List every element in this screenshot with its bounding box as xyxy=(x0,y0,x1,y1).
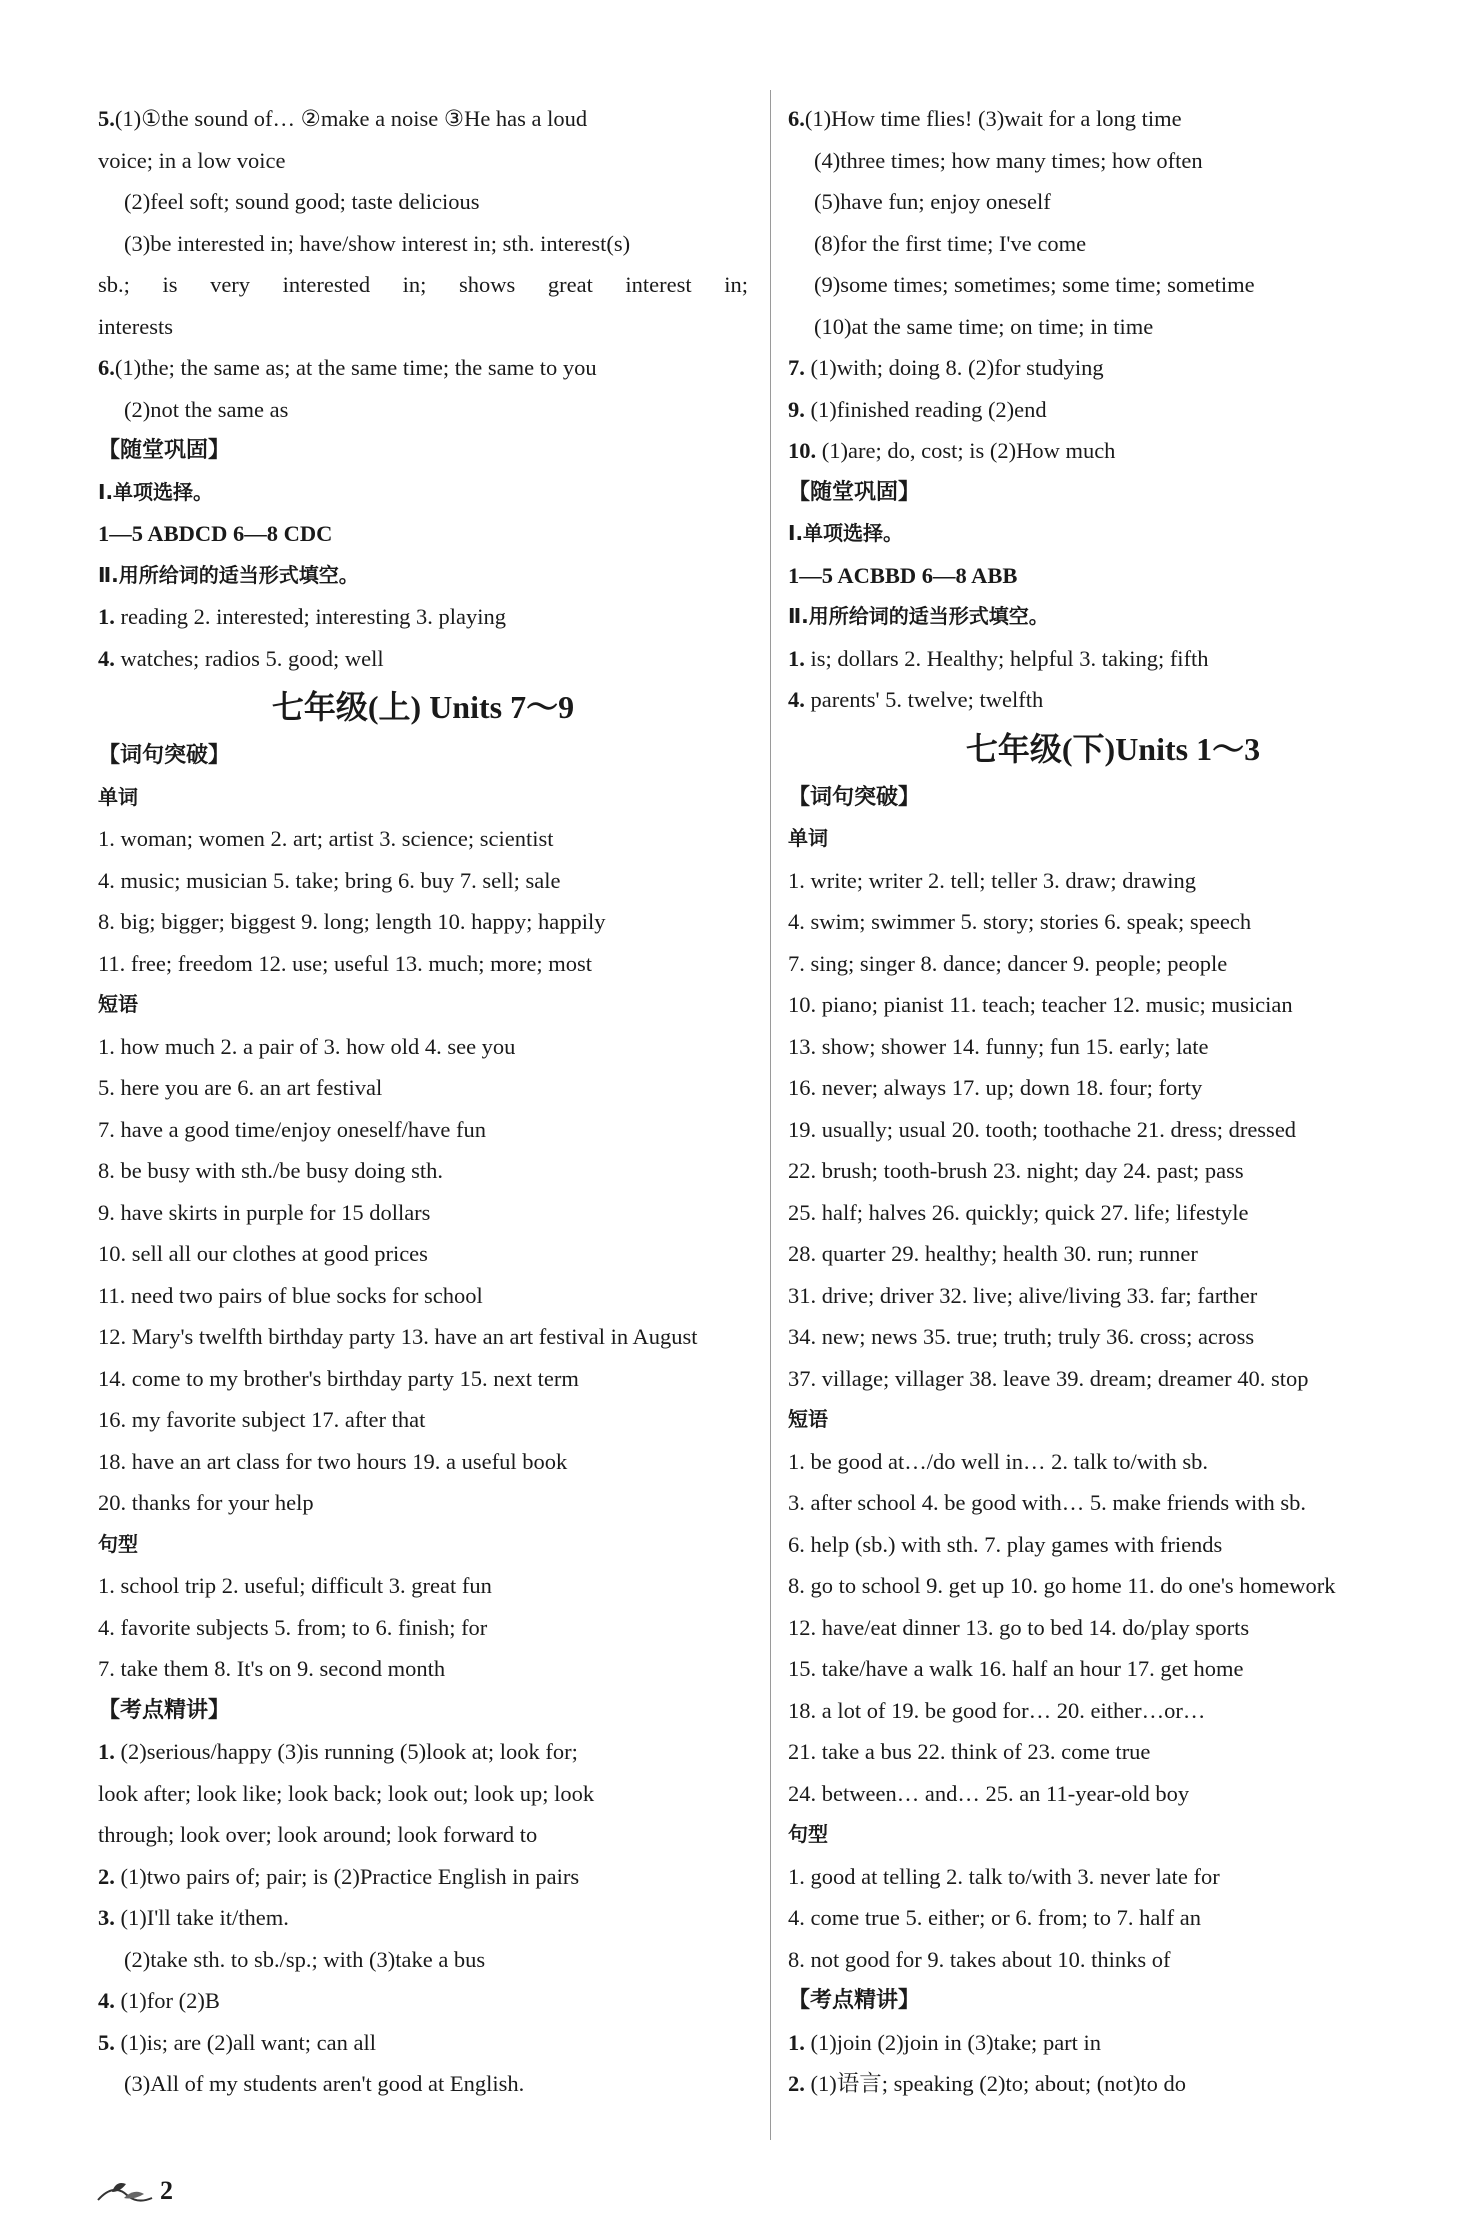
answer-line: 15. take/have a walk 16. half an hour 17. get home xyxy=(788,1656,1244,1681)
subheading-phrases: 短语 xyxy=(788,1407,828,1431)
answer-line: 13. show; shower 14. funny; fun 15. early; late xyxy=(788,1033,1209,1059)
answer-line: 7. take them 8. It's on 9. second month xyxy=(98,1656,446,1681)
right-column xyxy=(788,98,1438,2105)
answer-line: 5.(1)①the sound of… ②make a noise ③He has a loud xyxy=(98,106,588,131)
answer-line: 1. school trip 2. useful; difficult 3. great fun xyxy=(98,1573,492,1598)
answer-line: (2)take sth. to sb./sp.; with (3)take a bus xyxy=(124,1946,486,1972)
answer-line: 1—5 ACBBD 6—8 ABB xyxy=(788,562,1018,588)
answer-line: 19. usually; usual 20. tooth; toothache 21. dress; dressed xyxy=(788,1116,1297,1142)
answer-line: 8. big; bigger; biggest 9. long; length 10. happy; happily xyxy=(98,909,606,934)
answer-line: 1. good at telling 2. talk to/with 3. never late for xyxy=(788,1863,1220,1889)
answer-line: 21. take a bus 22. think of 23. come true xyxy=(788,1739,1151,1764)
page-number: 2 xyxy=(160,2176,173,2205)
subheading-words: 单词 xyxy=(98,784,138,809)
subheading-words: 单词 xyxy=(788,826,828,850)
answer-line: 1. write; writer 2. tell; teller 3. draw; drawing xyxy=(788,867,1196,893)
answer-line: 25. half; halves 26. quickly; quick 27. life; lifestyle xyxy=(788,1199,1249,1225)
answer-line: 20. thanks for your help xyxy=(98,1490,314,1515)
section-heading-vocab: 【词句突破】 xyxy=(98,743,231,768)
answer-line: 7. (1)with; doing 8. (2)for studying xyxy=(788,355,1104,380)
answer-line: 7. sing; singer 8. dance; dancer 9. people; people xyxy=(788,950,1228,976)
answer-line: (4)three times; how many times; how often xyxy=(814,147,1203,173)
answer-line: 1. how much 2. a pair of 3. how old 4. see you xyxy=(98,1033,516,1059)
answer-line: 11. need two pairs of blue socks for school xyxy=(98,1282,483,1308)
unit-title: 七年级(下)Units 1～3 xyxy=(965,730,1261,767)
answer-line: 28. quarter 29. healthy; health 30. run; runner xyxy=(788,1241,1198,1266)
answer-line: (3)be interested in; have/show interest in; sth. interest(s) xyxy=(124,230,631,256)
answer-line: 2. (1)语言; speaking (2)to; about; (not)to do xyxy=(788,2071,1187,2096)
exercise-label: Ⅰ.单项选择。 xyxy=(98,479,214,504)
answer-line: (2)feel soft; sound good; taste delicious xyxy=(124,189,480,214)
answer-line: 24. between… and… 25. an 11-year-old boy xyxy=(788,1780,1190,1806)
answer-line: 4. swim; swimmer 5. story; stories 6. speak; speech xyxy=(788,909,1252,934)
answer-line: 16. never; always 17. up; down 18. four; forty xyxy=(788,1075,1203,1100)
answer-line: interests xyxy=(98,313,173,339)
answer-line: (5)have fun; enjoy oneself xyxy=(814,189,1051,214)
answer-line: (9)some times; sometimes; some time; sometime xyxy=(814,272,1255,297)
column-divider xyxy=(770,90,771,2140)
answer-line: 31. drive; driver 32. live; alive/living 33. far; farther xyxy=(788,1282,1258,1308)
answer-line: 5. here you are 6. an art festival xyxy=(98,1075,383,1100)
answer-line: 14. come to my brother's birthday party 15. next term xyxy=(98,1365,579,1391)
answer-line: 16. my favorite subject 17. after that xyxy=(98,1407,426,1432)
subheading-phrases: 短语 xyxy=(98,992,138,1016)
exercise-label: Ⅰ.单项选择。 xyxy=(788,521,904,545)
answer-line: 6.(1)the; the same as; at the same time; the same to you xyxy=(98,355,597,380)
answer-line: 6.(1)How time flies! (3)wait for a long time xyxy=(788,106,1182,131)
answer-line: 9. (1)finished reading (2)end xyxy=(788,396,1047,422)
answer-line: look after; look like; look back; look out; look up; look xyxy=(98,1780,595,1806)
answer-line: 12. Mary's twelfth birthday party 13. have an art festival in August xyxy=(98,1324,698,1349)
answer-line: 22. brush; tooth-brush 23. night; day 24. past; pass xyxy=(788,1158,1244,1183)
answer-line: 4. favorite subjects 5. from; to 6. finish; for xyxy=(98,1614,488,1640)
answer-line: 1. be good at…/do well in… 2. talk to/with sb. xyxy=(788,1448,1208,1474)
section-heading-practice: 【随堂巩固】 xyxy=(788,479,921,505)
answer-line: 10. sell all our clothes at good prices xyxy=(98,1241,428,1266)
exercise-label: Ⅱ.用所给词的适当形式填空。 xyxy=(788,604,1049,628)
answer-line: 1. (1)join (2)join in (3)take; part in xyxy=(788,2029,1102,2055)
answer-line: 4. parents' 5. twelve; twelfth xyxy=(788,687,1044,712)
answer-line: sb.; is very interested in; shows great interest in; xyxy=(98,272,748,297)
answer-line: (3)All of my students aren't good at English. xyxy=(124,2071,525,2096)
answer-line: 4. watches; radios 5. good; well xyxy=(98,645,384,671)
answer-line: 1—5 ABDCD 6—8 CDC xyxy=(98,521,333,546)
answer-line: 1. (2)serious/happy (3)is running (5)look at; look for; xyxy=(98,1739,578,1764)
answer-line: 18. a lot of 19. be good for… 20. either…or… xyxy=(788,1697,1206,1723)
answer-line: (2)not the same as xyxy=(124,396,289,422)
answer-line: 3. after school 4. be good with… 5. make friends with sb. xyxy=(788,1490,1307,1515)
answer-line: 37. village; villager 38. leave 39. dream; dreamer 40. stop xyxy=(788,1365,1309,1391)
answer-line: (10)at the same time; on time; in time xyxy=(814,313,1154,339)
subheading-sentences: 句型 xyxy=(98,1531,138,1556)
answer-line: 1. woman; women 2. art; artist 3. science; scientist xyxy=(98,826,554,851)
answer-line: 7. have a good time/enjoy oneself/have fun xyxy=(98,1116,487,1142)
answer-line: 34. new; news 35. true; truth; truly 36. cross; across xyxy=(788,1324,1255,1349)
answer-line: 4. come true 5. either; or 6. from; to 7. half an xyxy=(788,1905,1201,1930)
answer-line: 1. is; dollars 2. Healthy; helpful 3. taking; fifth xyxy=(788,645,1209,671)
answer-line: 11. free; freedom 12. use; useful 13. much; more; most xyxy=(98,950,593,976)
section-heading-points: 【考点精讲】 xyxy=(788,1988,921,2013)
answer-line: 6. help (sb.) with sth. 7. play games with friends xyxy=(788,1531,1223,1557)
section-heading-vocab: 【词句突破】 xyxy=(788,784,921,810)
answer-line: (8)for the first time; I've come xyxy=(814,230,1087,256)
unit-title: 七年级(上) Units 7～9 xyxy=(271,689,575,725)
answer-line: 8. go to school 9. get up 10. go home 11. do one's homework xyxy=(788,1573,1336,1598)
section-heading-points: 【考点精讲】 xyxy=(98,1697,231,1723)
answer-line: 10. (1)are; do, cost; is (2)How much xyxy=(788,438,1116,463)
answer-line: 12. have/eat dinner 13. go to bed 14. do/play sports xyxy=(788,1614,1250,1640)
answer-line: voice; in a low voice xyxy=(98,147,286,173)
page-footer xyxy=(94,2176,173,2206)
answer-line: 4. (1)for (2)B xyxy=(98,1988,220,2013)
left-column xyxy=(98,98,748,2105)
answer-line: 2. (1)two pairs of; pair; is (2)Practice English in pairs xyxy=(98,1863,580,1889)
answer-line: 10. piano; pianist 11. teach; teacher 12. music; musician xyxy=(788,992,1293,1017)
exercise-label: Ⅱ.用所给词的适当形式填空。 xyxy=(98,562,359,587)
answer-line: 8. not good for 9. takes about 10. thinks of xyxy=(788,1946,1171,1972)
answer-line: 3. (1)I'll take it/them. xyxy=(98,1905,289,1930)
answer-line: through; look over; look around; look forward to xyxy=(98,1822,538,1847)
answer-line: 4. music; musician 5. take; bring 6. buy 7. sell; sale xyxy=(98,867,561,893)
answer-line: 1. reading 2. interested; interesting 3. playing xyxy=(98,604,507,629)
left-top-lines xyxy=(98,98,748,430)
section-heading-practice: 【随堂巩固】 xyxy=(98,438,231,463)
answer-line: 9. have skirts in purple for 15 dollars xyxy=(98,1199,431,1225)
answer-line: 5. (1)is; are (2)all want; can all xyxy=(98,2029,377,2055)
subheading-sentences: 句型 xyxy=(788,1822,828,1846)
leaf-ornament-icon xyxy=(94,2176,156,2206)
answer-line: 18. have an art class for two hours 19. a useful book xyxy=(98,1448,568,1474)
answer-line: 8. be busy with sth./be busy doing sth. xyxy=(98,1158,444,1183)
